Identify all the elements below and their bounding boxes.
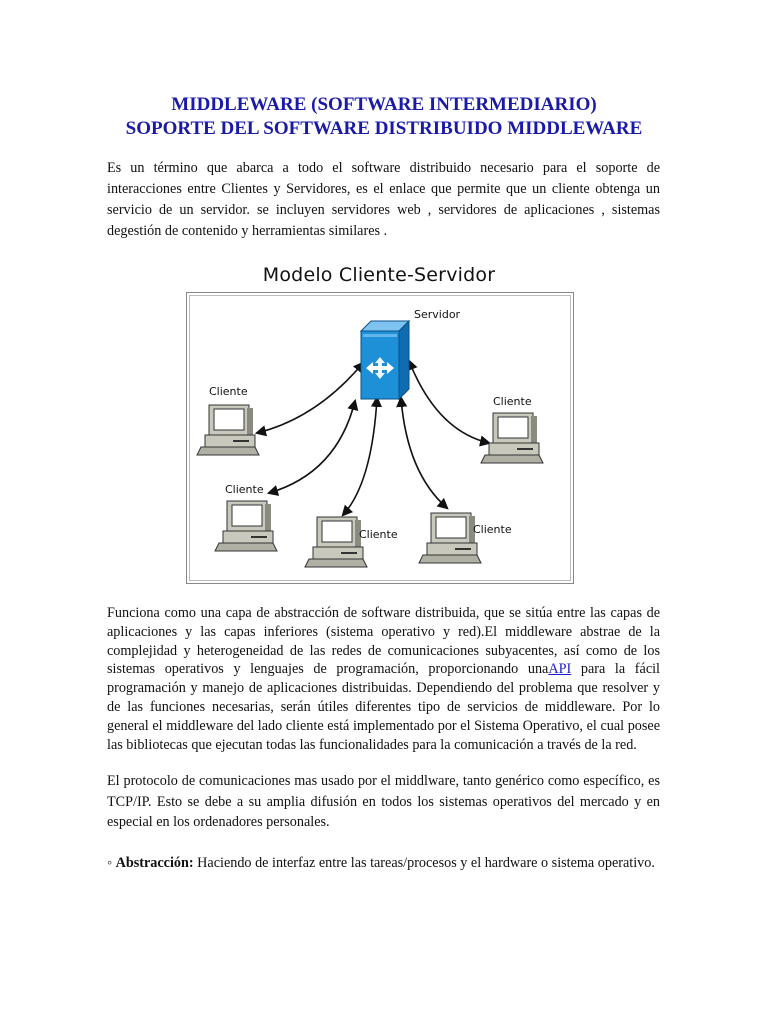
client-computer-4 (419, 513, 481, 563)
api-link[interactable]: API (548, 661, 572, 678)
intro-paragraph: Es un término que abarca a todo el software distribuido necesario para el soporte de interacciones entre Clientes y Servidores, es el enlace que permite que un cliente obtenga un servicio de un servidor. se incluyen servidores web , servidores de aplicaciones , sistemas degestión de contenido y herramientas similares . (107, 160, 660, 239)
bullet-term: Abstracción: (115, 855, 194, 871)
arrow-server-client-2 (269, 401, 355, 493)
server-icon (361, 321, 409, 399)
server-label: Servidor (414, 308, 461, 321)
client-server-diagram (186, 292, 574, 584)
protocol-paragraph: El protocolo de comunicaciones mas usado por el middlware, tanto genérico como específico, es TCP/IP. Esto se debe a su amplia difusión en todos los sistemas operativos del mercado y en especial en los ordenadores personales. (107, 773, 660, 830)
paragraph-text-end: para la fácil programación y manejo de aplicaciones distribuidas. Dependiendo del problema que resolver y de las funciones necesarias, serán útiles diferentes tipo de servicios de middleware. Por lo general el middleware del lado cliente está implementado por el Sistema Operativo, el cual posee las bibliotecas que ejecutan todas las funcionalidades para la comunicación a través de la red. (107, 661, 661, 753)
client-label-3: Cliente (359, 528, 398, 541)
figure-title: Modelo Cliente-Servidor (262, 264, 496, 286)
arrow-server-client-5 (409, 361, 489, 443)
client-label-2: Cliente (225, 483, 264, 496)
client-label-5: Cliente (493, 395, 532, 408)
abstraction-paragraph (107, 604, 660, 754)
client-computer-1 (197, 405, 259, 455)
arrow-server-client-3 (343, 398, 377, 515)
title-line-2: SOPORTE DEL SOFTWARE DISTRIBUIDO MIDDLEWARE (125, 118, 643, 139)
client-computer-5 (481, 413, 543, 463)
client-label-4: Cliente (473, 523, 512, 536)
client-computer-3 (305, 517, 367, 567)
bullet-abstraccion (107, 852, 660, 874)
title-line-1: MIDDLEWARE (SOFTWARE INTERMEDIARIO) (171, 94, 597, 115)
client-computer-2 (215, 501, 277, 551)
paragraph-text-start: Funciona como una capa de abstracción de software distribuida, que se sitúa entre las capas de aplicaciones y las capas inferiores (sistema operativo y red).El middleware abstrae de la complejidad y heterogeneidad de las redes de comunicaciones subyacentes, así como de los sistemas operativos y lenguajes de programación, proporcionando una (107, 605, 660, 678)
client-label-1: Cliente (209, 385, 248, 398)
diagram-canvas (187, 293, 573, 583)
arrow-server-client-1 (257, 363, 363, 433)
bullet-marker: ◦ (107, 855, 113, 871)
bullet-text: Haciendo de interfaz entre las tareas/procesos y el hardware o sistema operativo. (193, 855, 655, 871)
